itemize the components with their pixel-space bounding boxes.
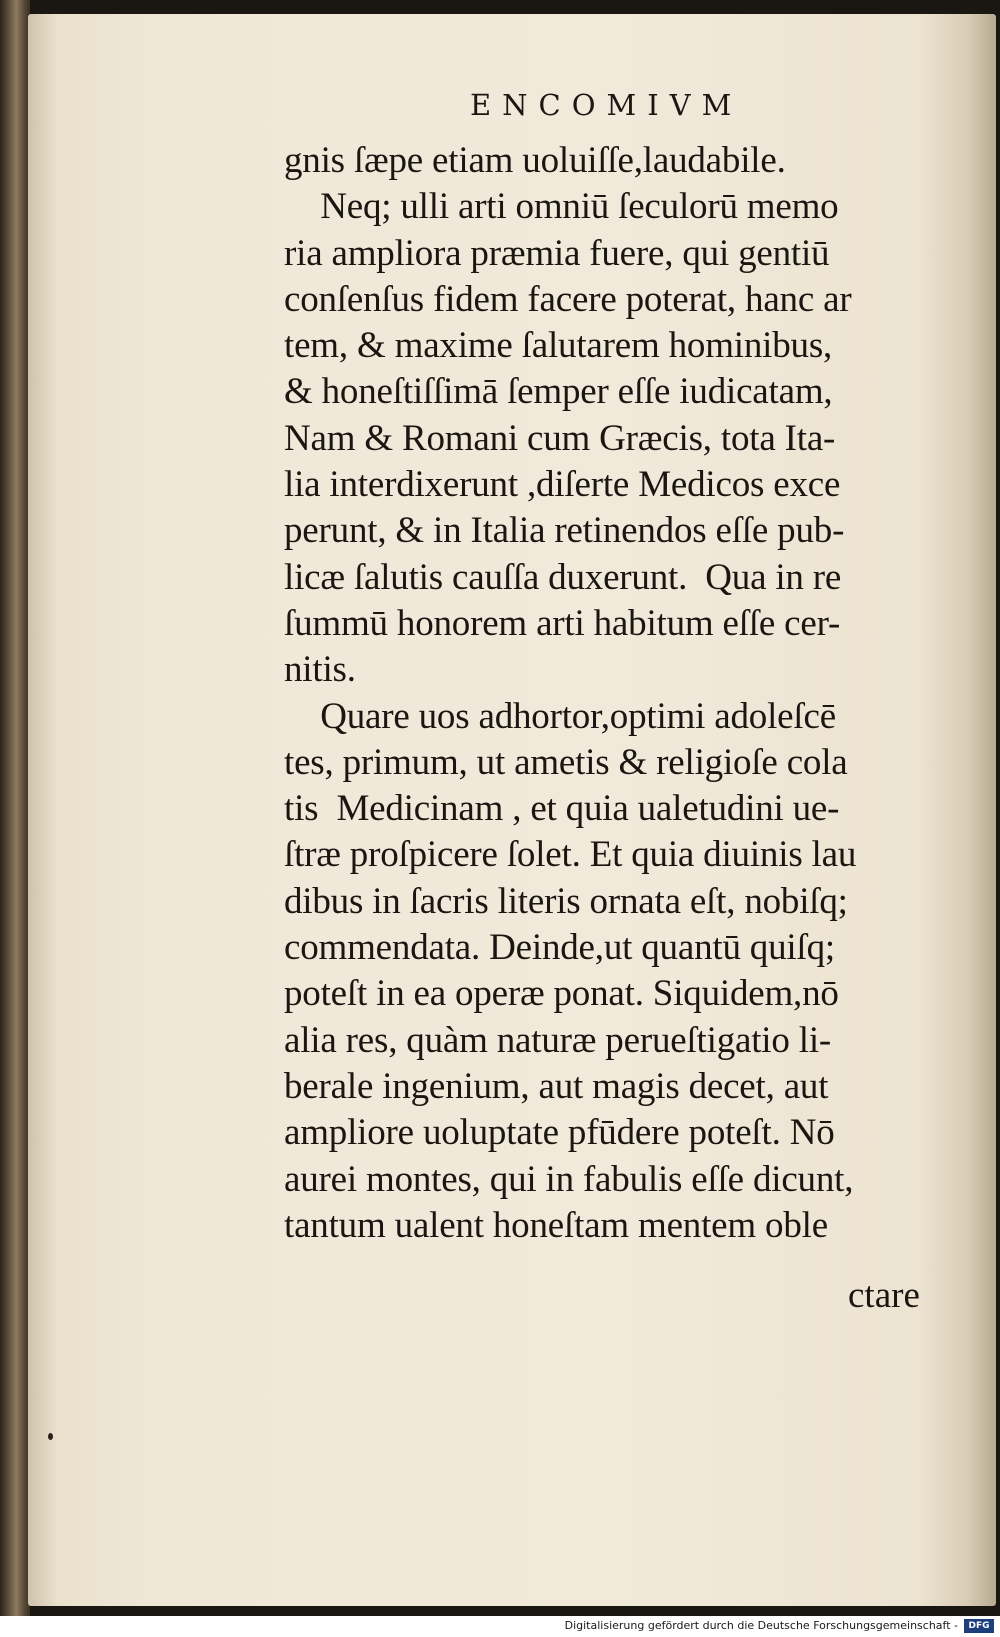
running-head: ENCOMIVM (470, 88, 743, 122)
text-line: Neq; ulli arti omniū ſeculorū memo (284, 186, 839, 228)
text-line: Quare uos adhortor,optimi adoleſcē (284, 695, 836, 737)
text-line: poteſt in ea operæ ponat. Siquidem,nō (284, 973, 839, 1015)
text-line: gnis ſæpe etiam uoluiſſe,laudabile. (284, 140, 786, 181)
text-line: perunt, & in Italia retinendos eſſe pub- (284, 510, 845, 552)
text-line: tis Medicinam , et quia ualetudini ue- (284, 788, 840, 830)
text-line: tem, & maxime ſalutarem hominibus, (284, 325, 833, 367)
funding-credit: Digitalisierung gefördert durch die Deutsche Forschungsgemeinschaft - (564, 1619, 958, 1632)
text-line: berale ingenium, aut magis decet, aut (284, 1065, 829, 1107)
text-line: licæ ſalutis cauſſa duxerunt. Qua in re (284, 556, 842, 598)
text-line: Nam & Romani cum Græcis, tota Ita- (284, 417, 836, 459)
text-line: nitis. (284, 649, 356, 691)
text-line: alia res, quàm naturæ perueſtigatio li- (284, 1019, 832, 1061)
text-line: ſtræ proſpicere ſolet. Et quia diuinis lau (284, 834, 857, 876)
text-line: ria ampliora præmia fuere, qui gentiū (284, 232, 830, 274)
text-line: conſenſus fidem facere poterat, hanc ar (284, 278, 852, 320)
book-binding-edge (0, 0, 30, 1616)
margin-ink-dot (48, 1433, 53, 1440)
text-line: lia interdixerunt ,diſerte Medicos exce (284, 464, 841, 506)
text-line: commendata. Deinde,ut quantū quiſq; (284, 927, 835, 969)
catchword: ctare (848, 1275, 920, 1316)
text-line: ampliore uoluptate pfūdere poteſt. Nō (284, 1112, 835, 1154)
text-line: ſummū honorem arti habitum eſſe cer- (284, 602, 841, 644)
digitization-footer (0, 1616, 1000, 1637)
page-body-text (284, 138, 936, 1249)
text-line: aurei montes, qui in fabulis eſſe dicunt, (284, 1158, 854, 1200)
text-line: & honeſtiſſimā ſemper eſſe iudicatam, (284, 371, 833, 413)
dfg-logo-icon: DFG (964, 1619, 994, 1633)
text-line: tantum ualent honeſtam mentem oble (284, 1204, 828, 1246)
text-line: dibus in ſacris literis ornata eſt, nobiſq; (284, 880, 848, 922)
text-line: tes, primum, ut ametis & religioſe cola (284, 741, 848, 783)
